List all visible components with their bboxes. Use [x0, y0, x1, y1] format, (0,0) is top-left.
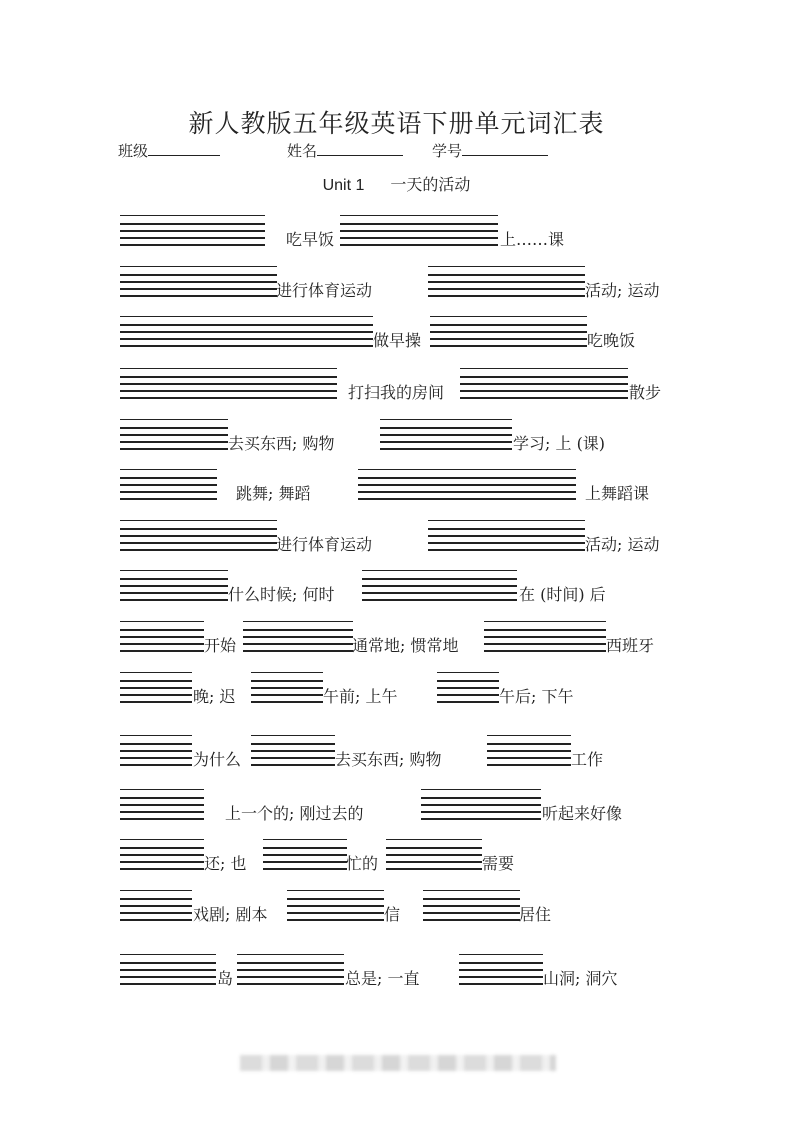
- writing-line: [120, 983, 216, 985]
- writing-line: [120, 345, 373, 347]
- writing-line: [120, 750, 192, 752]
- writing-line: [120, 898, 192, 900]
- writing-line: [237, 969, 344, 971]
- writing-line: [120, 281, 277, 283]
- word-meaning: 进行体育运动: [276, 535, 373, 554]
- writing-line: [120, 629, 204, 631]
- writing-line: [437, 672, 499, 673]
- writing-line: [380, 448, 512, 450]
- writing-lines[interactable]: [428, 266, 585, 300]
- writing-line: [120, 789, 204, 790]
- writing-line: [120, 274, 277, 276]
- writing-line: [437, 680, 499, 682]
- writing-lines[interactable]: [460, 368, 628, 402]
- writing-line: [120, 570, 228, 571]
- writing-line: [120, 368, 337, 369]
- writing-line: [487, 735, 571, 736]
- writing-line: [430, 331, 587, 333]
- writing-line: [421, 818, 541, 820]
- writing-line: [120, 912, 192, 914]
- word-meaning: 岛: [217, 969, 234, 988]
- writing-line: [120, 861, 204, 863]
- writing-line: [120, 636, 204, 638]
- writing-line: [428, 549, 585, 551]
- writing-lines[interactable]: [423, 890, 520, 924]
- writing-line: [120, 890, 192, 891]
- writing-line: [428, 542, 585, 544]
- writing-line: [120, 244, 265, 246]
- writing-line: [120, 324, 373, 326]
- writing-line: [484, 621, 606, 622]
- writing-line: [459, 976, 543, 978]
- writing-line: [362, 570, 517, 571]
- writing-line: [120, 818, 204, 820]
- writing-line: [423, 890, 520, 891]
- writing-line: [358, 498, 576, 500]
- word-meaning: 吃晚饭: [587, 331, 636, 350]
- writing-lines[interactable]: [484, 621, 606, 655]
- writing-lines[interactable]: [263, 839, 347, 873]
- writing-line: [120, 441, 228, 443]
- writing-line: [251, 672, 323, 673]
- writing-line: [243, 650, 353, 652]
- class-field: [118, 140, 220, 161]
- writing-line: [459, 983, 543, 985]
- page-title: 新人教版五年级英语下册单元词汇表: [188, 109, 605, 138]
- writing-line: [120, 338, 373, 340]
- writing-lines[interactable]: [421, 789, 541, 823]
- writing-line: [340, 230, 498, 232]
- word-meaning: 午前; 上午: [323, 687, 398, 706]
- writing-line: [120, 498, 217, 500]
- writing-line: [120, 599, 228, 601]
- writing-line: [428, 528, 585, 530]
- writing-line: [120, 905, 192, 907]
- writing-line: [287, 905, 384, 907]
- number-blank[interactable]: [462, 141, 548, 156]
- word-meaning: 上舞蹈课: [585, 484, 650, 503]
- writing-line: [251, 735, 335, 736]
- writing-lines[interactable]: [287, 890, 384, 924]
- writing-lines[interactable]: [430, 316, 587, 350]
- word-meaning: 什么时候; 何时: [228, 585, 335, 604]
- word-meaning: 为什么: [193, 750, 242, 769]
- writing-line: [340, 223, 498, 225]
- writing-line: [287, 898, 384, 900]
- class-blank[interactable]: [148, 141, 220, 156]
- writing-line: [120, 680, 192, 682]
- writing-line: [120, 854, 204, 856]
- writing-line: [340, 244, 498, 246]
- writing-line: [120, 976, 216, 978]
- writing-lines[interactable]: [120, 672, 192, 706]
- writing-line: [120, 764, 192, 766]
- name-label: 姓名: [287, 142, 318, 160]
- writing-line: [428, 288, 585, 290]
- writing-line: [487, 743, 571, 745]
- writing-line: [251, 687, 323, 689]
- word-meaning: 在 (时间) 后: [519, 585, 606, 604]
- writing-line: [386, 847, 482, 849]
- word-meaning: 总是; 一直: [345, 969, 420, 988]
- writing-line: [362, 585, 517, 587]
- writing-line: [421, 789, 541, 790]
- writing-line: [386, 868, 482, 870]
- writing-line: [423, 919, 520, 921]
- writing-line: [460, 383, 628, 385]
- writing-line: [120, 868, 204, 870]
- writing-line: [120, 419, 228, 420]
- writing-line: [430, 338, 587, 340]
- writing-line: [251, 694, 323, 696]
- writing-line: [487, 764, 571, 766]
- writing-lines[interactable]: [120, 735, 192, 769]
- writing-line: [437, 687, 499, 689]
- writing-line: [484, 636, 606, 638]
- writing-line: [120, 295, 277, 297]
- writing-line: [421, 804, 541, 806]
- writing-line: [120, 223, 265, 225]
- word-meaning: 上一个的; 刚过去的: [225, 804, 364, 823]
- writing-line: [120, 694, 192, 696]
- writing-line: [120, 969, 216, 971]
- word-meaning: 午后; 下午: [499, 687, 574, 706]
- writing-line: [120, 383, 337, 385]
- writing-line: [386, 854, 482, 856]
- writing-line: [460, 397, 628, 399]
- writing-line: [251, 743, 335, 745]
- writing-line: [120, 469, 217, 470]
- writing-line: [263, 868, 347, 870]
- writing-line: [358, 484, 576, 486]
- word-meaning: 西班牙: [606, 636, 655, 655]
- word-meaning: 进行体育运动: [276, 281, 373, 300]
- writing-line: [237, 954, 344, 955]
- writing-lines[interactable]: [120, 469, 217, 503]
- writing-line: [428, 295, 585, 297]
- writing-line: [237, 976, 344, 978]
- writing-line: [484, 650, 606, 652]
- writing-lines[interactable]: [120, 215, 265, 249]
- writing-line: [459, 962, 543, 964]
- writing-lines[interactable]: [358, 469, 576, 503]
- writing-line: [358, 491, 576, 493]
- writing-line: [120, 266, 277, 267]
- unit-topic: 一天的活动: [390, 175, 471, 194]
- writing-line: [380, 427, 512, 429]
- writing-line: [287, 890, 384, 891]
- writing-line: [251, 764, 335, 766]
- writing-line: [340, 237, 498, 239]
- word-meaning: 山洞; 洞穴: [543, 969, 618, 988]
- writing-lines[interactable]: [251, 672, 323, 706]
- writing-line: [120, 839, 204, 840]
- word-meaning: 活动; 运动: [585, 535, 660, 554]
- writing-lines[interactable]: [120, 621, 204, 655]
- word-meaning: 散步: [629, 383, 662, 402]
- writing-lines[interactable]: [386, 839, 482, 873]
- writing-line: [120, 215, 265, 216]
- word-meaning: 活动; 运动: [585, 281, 660, 300]
- writing-line: [120, 592, 228, 594]
- writing-line: [120, 701, 192, 703]
- writing-line: [358, 477, 576, 479]
- writing-line: [120, 477, 217, 479]
- word-meaning: 忙的: [346, 854, 379, 873]
- word-meaning: 听起来好像: [542, 804, 623, 823]
- writing-line: [287, 912, 384, 914]
- writing-line: [120, 585, 228, 587]
- writing-line: [120, 376, 337, 378]
- word-meaning: 戏剧; 剧本: [193, 905, 268, 924]
- writing-lines[interactable]: [340, 215, 498, 249]
- blurred-footer-watermark: [240, 1055, 556, 1071]
- writing-line: [120, 811, 204, 813]
- writing-line: [237, 962, 344, 964]
- writing-line: [428, 274, 585, 276]
- writing-lines[interactable]: [120, 520, 277, 554]
- writing-line: [120, 687, 192, 689]
- name-field: [287, 140, 403, 161]
- writing-line: [430, 345, 587, 347]
- word-meaning: 打扫我的房间: [348, 383, 445, 402]
- writing-lines[interactable]: [120, 890, 192, 924]
- writing-line: [120, 549, 277, 551]
- writing-line: [251, 757, 335, 759]
- writing-line: [437, 701, 499, 703]
- class-label: 班级: [118, 142, 149, 160]
- word-meaning: 去买东西; 购物: [228, 434, 335, 453]
- writing-line: [120, 743, 192, 745]
- word-meaning: 需要: [482, 854, 515, 873]
- writing-line: [459, 969, 543, 971]
- writing-lines[interactable]: [120, 316, 373, 350]
- writing-line: [243, 636, 353, 638]
- writing-lines[interactable]: [120, 789, 204, 823]
- writing-lines[interactable]: [243, 621, 353, 655]
- writing-line: [362, 578, 517, 580]
- number-field: [432, 140, 548, 161]
- writing-line: [120, 962, 216, 964]
- writing-line: [237, 983, 344, 985]
- writing-line: [120, 316, 373, 317]
- writing-line: [120, 230, 265, 232]
- writing-line: [120, 397, 337, 399]
- writing-line: [423, 905, 520, 907]
- writing-lines[interactable]: [459, 954, 543, 988]
- word-meaning: 开始: [204, 636, 237, 655]
- writing-line: [120, 528, 277, 530]
- writing-line: [120, 331, 373, 333]
- writing-lines[interactable]: [120, 368, 337, 402]
- writing-line: [120, 919, 192, 921]
- word-meaning: 上……课: [500, 230, 565, 249]
- writing-line: [120, 621, 204, 622]
- writing-line: [437, 694, 499, 696]
- writing-line: [251, 701, 323, 703]
- word-meaning: 跳舞; 舞蹈: [236, 484, 311, 503]
- word-meaning: 吃早饭: [286, 230, 335, 249]
- writing-line: [243, 643, 353, 645]
- writing-lines[interactable]: [380, 419, 512, 453]
- writing-line: [120, 735, 192, 736]
- writing-line: [487, 750, 571, 752]
- writing-line: [263, 847, 347, 849]
- writing-line: [120, 448, 228, 450]
- writing-line: [380, 434, 512, 436]
- word-meaning: 还; 也: [204, 854, 247, 873]
- writing-line: [120, 484, 217, 486]
- writing-line: [428, 535, 585, 537]
- writing-line: [251, 680, 323, 682]
- writing-lines[interactable]: [120, 570, 228, 604]
- writing-line: [243, 629, 353, 631]
- writing-line: [430, 324, 587, 326]
- writing-line: [120, 288, 277, 290]
- writing-line: [459, 954, 543, 955]
- writing-line: [358, 469, 576, 470]
- writing-line: [263, 839, 347, 840]
- name-blank[interactable]: [317, 141, 403, 156]
- writing-lines[interactable]: [437, 672, 499, 706]
- writing-line: [120, 542, 277, 544]
- number-label: 学号: [432, 142, 463, 160]
- word-meaning: 去买东西; 购物: [335, 750, 442, 769]
- writing-line: [421, 811, 541, 813]
- writing-line: [423, 912, 520, 914]
- writing-line: [484, 629, 606, 631]
- word-meaning: 做早操: [373, 331, 422, 350]
- word-meaning: 信: [384, 905, 401, 924]
- writing-line: [484, 643, 606, 645]
- writing-line: [386, 839, 482, 840]
- writing-line: [120, 520, 277, 521]
- writing-line: [120, 535, 277, 537]
- writing-lines[interactable]: [487, 735, 571, 769]
- writing-line: [120, 804, 204, 806]
- writing-line: [120, 491, 217, 493]
- writing-lines[interactable]: [251, 735, 335, 769]
- writing-line: [120, 578, 228, 580]
- writing-line: [263, 854, 347, 856]
- writing-line: [120, 847, 204, 849]
- writing-line: [263, 861, 347, 863]
- writing-line: [120, 650, 204, 652]
- writing-line: [251, 750, 335, 752]
- writing-line: [362, 599, 517, 601]
- writing-lines[interactable]: [362, 570, 517, 604]
- writing-line: [120, 427, 228, 429]
- writing-lines[interactable]: [237, 954, 344, 988]
- writing-lines[interactable]: [120, 266, 277, 300]
- writing-line: [386, 861, 482, 863]
- writing-lines[interactable]: [120, 419, 228, 453]
- writing-line: [428, 520, 585, 521]
- word-meaning: 学习; 上 (课): [513, 434, 606, 453]
- writing-line: [120, 797, 204, 799]
- writing-line: [380, 441, 512, 443]
- writing-line: [428, 266, 585, 267]
- writing-line: [120, 643, 204, 645]
- writing-line: [487, 757, 571, 759]
- word-meaning: 居住: [519, 905, 552, 924]
- unit-heading: [0, 172, 793, 195]
- writing-line: [460, 390, 628, 392]
- writing-line: [380, 419, 512, 420]
- writing-line: [421, 797, 541, 799]
- word-meaning: 晚; 迟: [193, 687, 236, 706]
- writing-line: [428, 281, 585, 283]
- writing-line: [243, 621, 353, 622]
- writing-lines[interactable]: [428, 520, 585, 554]
- writing-line: [120, 434, 228, 436]
- writing-line: [287, 919, 384, 921]
- word-meaning: 工作: [571, 750, 604, 769]
- writing-lines[interactable]: [120, 954, 216, 988]
- writing-line: [120, 237, 265, 239]
- writing-line: [460, 368, 628, 369]
- writing-line: [120, 390, 337, 392]
- writing-line: [340, 215, 498, 216]
- writing-line: [120, 672, 192, 673]
- writing-line: [362, 592, 517, 594]
- writing-line: [423, 898, 520, 900]
- writing-line: [460, 376, 628, 378]
- writing-line: [120, 954, 216, 955]
- writing-line: [430, 316, 587, 317]
- word-meaning: 通常地; 惯常地: [352, 636, 459, 655]
- writing-lines[interactable]: [120, 839, 204, 873]
- writing-line: [120, 757, 192, 759]
- unit-number: Unit 1: [322, 177, 365, 194]
